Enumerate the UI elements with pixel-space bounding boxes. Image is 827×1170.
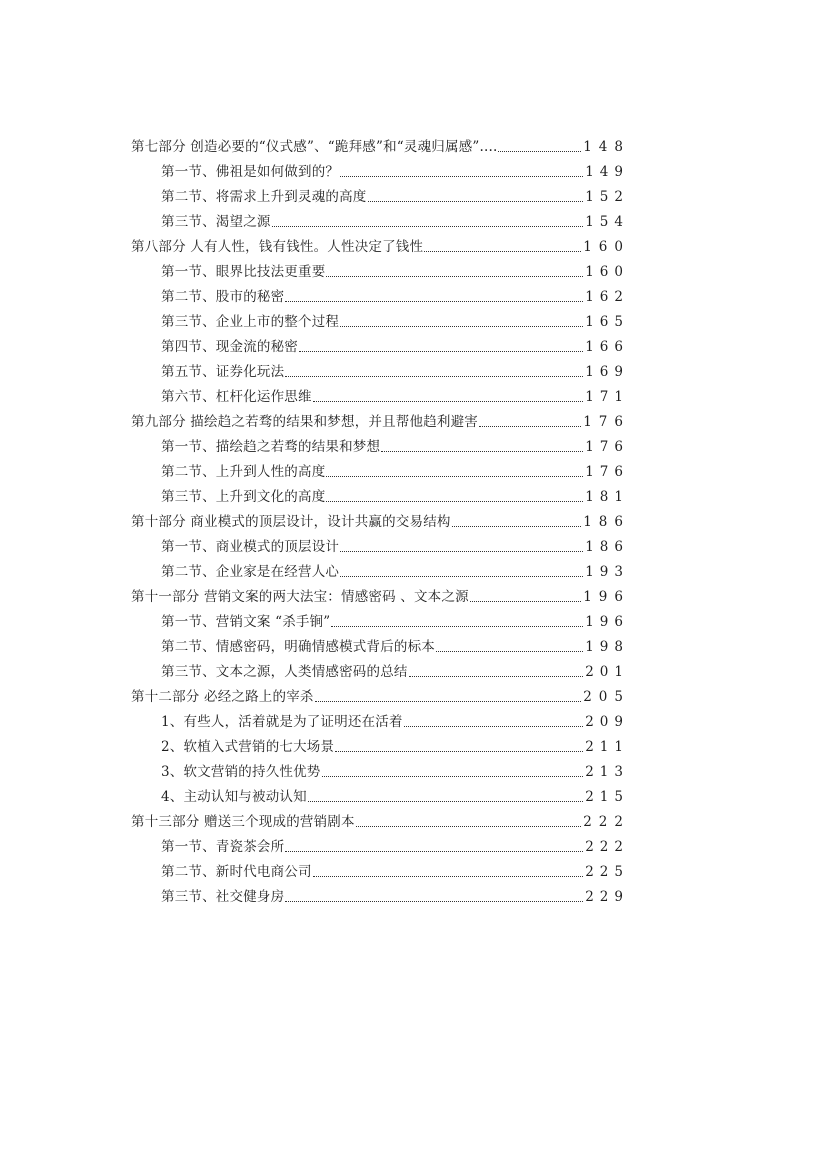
toc-part-entry <box>131 681 630 706</box>
toc-entry-title: 第六节、杠杆化运作思维 <box>161 389 312 405</box>
toc-dot-leader <box>285 376 583 377</box>
toc-page-number: 222 <box>583 814 630 830</box>
toc-section-entry <box>131 881 629 906</box>
toc-dot-leader <box>381 451 583 452</box>
toc-part-entry <box>131 131 630 156</box>
toc-dot-leader <box>326 476 583 477</box>
toc-page-number: 176 <box>585 464 629 480</box>
toc-dot-leader <box>272 226 584 227</box>
toc-entry-title: 第三节、上升到文化的高度 <box>161 489 326 505</box>
toc-page-number: 149 <box>585 164 629 180</box>
toc-entry-title: 第三节、文本之源，人类情感密码的总结 <box>161 664 408 680</box>
toc-dot-leader <box>452 526 582 527</box>
toc-entry-title: 第一节、眼界比技法更重要 <box>161 264 326 280</box>
toc-entry-title: 第一节、描绘趋之若骛的结果和梦想 <box>161 439 381 455</box>
toc-dot-leader <box>340 551 583 552</box>
table-of-contents <box>131 131 630 906</box>
toc-section-entry <box>131 456 629 481</box>
toc-section-entry <box>131 331 629 356</box>
toc-page-number: 154 <box>585 214 629 230</box>
toc-entry-title: 第十三部分 赠送三个现成的营销剧本 <box>131 814 355 830</box>
toc-entry-title: 第三节、社交健身房 <box>161 889 285 905</box>
toc-page-number: 186 <box>585 539 629 555</box>
toc-page-number: 229 <box>585 889 629 905</box>
toc-page-number: 166 <box>585 339 629 355</box>
toc-entry-title: 3、软文营销的持久性优势 <box>161 764 321 780</box>
toc-section-entry <box>131 306 629 331</box>
toc-page-number: 186 <box>583 514 630 530</box>
toc-section-entry <box>131 281 629 306</box>
toc-dot-leader <box>470 601 581 602</box>
toc-entry-title: 第二节、情感密码，明确情感模式背后的标本 <box>161 639 435 655</box>
toc-part-entry <box>131 806 630 831</box>
toc-page-number: 176 <box>585 439 629 455</box>
toc-dot-leader <box>315 701 582 702</box>
toc-section-entry <box>131 706 629 731</box>
toc-section-entry <box>131 606 629 631</box>
toc-section-entry <box>131 731 629 756</box>
toc-page-number: 196 <box>585 614 629 630</box>
toc-dot-leader <box>322 776 584 777</box>
toc-section-entry <box>131 481 629 506</box>
toc-page-number: 171 <box>585 389 629 405</box>
toc-page-number: 160 <box>583 239 630 255</box>
toc-part-entry <box>131 231 630 256</box>
toc-section-entry <box>131 431 629 456</box>
toc-part-entry <box>131 406 630 431</box>
toc-dot-leader <box>313 876 584 877</box>
toc-entry-title: 第二节、将需求上升到灵魂的高度 <box>161 189 367 205</box>
toc-page-number: 160 <box>585 264 629 280</box>
toc-dot-leader <box>436 651 583 652</box>
toc-dot-leader <box>308 801 583 802</box>
toc-section-entry <box>131 756 629 781</box>
toc-entry-title: 第二节、新时代电商公司 <box>161 864 312 880</box>
toc-entry-title: 第十二部分 必经之路上的宰杀 <box>131 689 314 705</box>
toc-page-number: 222 <box>585 839 629 855</box>
toc-dot-leader <box>340 576 583 577</box>
toc-entry-title: 第一节、营销文案 “杀手锏” <box>161 614 331 630</box>
toc-page-number: 162 <box>585 289 629 305</box>
toc-entry-title: 第二节、企业家是在经营人心 <box>161 564 340 580</box>
toc-section-entry <box>131 206 629 231</box>
toc-dot-leader <box>368 201 584 202</box>
toc-page-number: 211 <box>585 739 629 755</box>
toc-dot-leader <box>285 301 583 302</box>
toc-entry-title: 第十部分 商业模式的顶层设计，设计共赢的交易结构 <box>131 514 451 530</box>
toc-entry-title: 第八部分 人有人性，钱有钱性。人性决定了钱性 <box>131 239 424 255</box>
toc-dot-leader <box>285 901 583 902</box>
toc-entry-title: 第一节、佛祖是如何做到的？ <box>161 164 340 180</box>
toc-entry-title: 第五节、证券化玩法 <box>161 364 285 380</box>
toc-dot-leader <box>331 626 583 627</box>
toc-section-entry <box>131 856 629 881</box>
toc-section-entry <box>131 556 629 581</box>
toc-section-entry <box>131 356 629 381</box>
toc-section-entry <box>131 156 629 181</box>
toc-page-number: 215 <box>585 789 629 805</box>
toc-page-number: 152 <box>585 189 629 205</box>
toc-entry-title: 第一节、商业模式的顶层设计 <box>161 539 340 555</box>
toc-dot-leader <box>326 501 583 502</box>
toc-entry-title: 第四节、现金流的秘密 <box>161 339 298 355</box>
toc-section-entry <box>131 631 629 656</box>
toc-dot-leader <box>424 251 581 252</box>
toc-entry-title: 第三节、企业上市的整个过程 <box>161 314 340 330</box>
toc-entry-title: 第十一部分 营销文案的两大法宝：情感密码 、文本之源 <box>131 589 469 605</box>
toc-page-number: 193 <box>585 564 629 580</box>
toc-entry-title: 第九部分 描绘趋之若骛的结果和梦想，并且帮他趋利避害 <box>131 414 478 430</box>
toc-page-number: 181 <box>585 489 629 505</box>
toc-page-number: 176 <box>583 414 630 430</box>
toc-page-number: 225 <box>585 864 629 880</box>
toc-entry-title: 1、有些人，活着就是为了证明还在活着 <box>161 714 403 730</box>
toc-page-number: 196 <box>583 589 630 605</box>
toc-dot-leader <box>340 176 583 177</box>
toc-section-entry <box>131 181 629 206</box>
toc-part-entry <box>131 506 630 531</box>
toc-dot-leader <box>356 826 582 827</box>
toc-entry-title: 第三节、渴望之源 <box>161 214 271 230</box>
toc-dot-leader <box>326 276 583 277</box>
toc-dot-leader <box>479 426 581 427</box>
toc-page-number: 198 <box>585 639 629 655</box>
toc-entry-title: 第二节、上升到人性的高度 <box>161 464 326 480</box>
toc-entry-title: 第一节、青瓷茶会所 <box>161 839 285 855</box>
toc-page-number: 213 <box>585 764 629 780</box>
toc-entry-title: 第七部分 创造必要的“仪式感”、“跪拜感”和“灵魂归属感”.... <box>131 139 498 155</box>
toc-page-number: 201 <box>585 664 629 680</box>
toc-entry-title: 4、主动认知与被动认知 <box>161 789 307 805</box>
toc-page-number: 165 <box>585 314 629 330</box>
toc-section-entry <box>131 831 629 856</box>
toc-dot-leader <box>404 726 584 727</box>
toc-section-entry <box>131 256 629 281</box>
toc-part-entry <box>131 581 630 606</box>
toc-page-number: 169 <box>585 364 629 380</box>
toc-entry-title: 2、软植入式营销的七大场景 <box>161 739 335 755</box>
toc-section-entry <box>131 531 629 556</box>
toc-dot-leader <box>335 751 583 752</box>
toc-dot-leader <box>409 676 584 677</box>
toc-section-entry <box>131 656 629 681</box>
toc-section-entry <box>131 781 629 806</box>
toc-dot-leader <box>285 851 583 852</box>
toc-page-number: 209 <box>585 714 629 730</box>
toc-dot-leader <box>313 401 584 402</box>
toc-page-number: 205 <box>583 689 630 705</box>
toc-page-number: 148 <box>583 139 630 155</box>
toc-dot-leader <box>299 351 583 352</box>
toc-section-entry <box>131 381 629 406</box>
toc-entry-title: 第二节、股市的秘密 <box>161 289 285 305</box>
toc-dot-leader <box>498 151 581 152</box>
toc-dot-leader <box>340 326 583 327</box>
